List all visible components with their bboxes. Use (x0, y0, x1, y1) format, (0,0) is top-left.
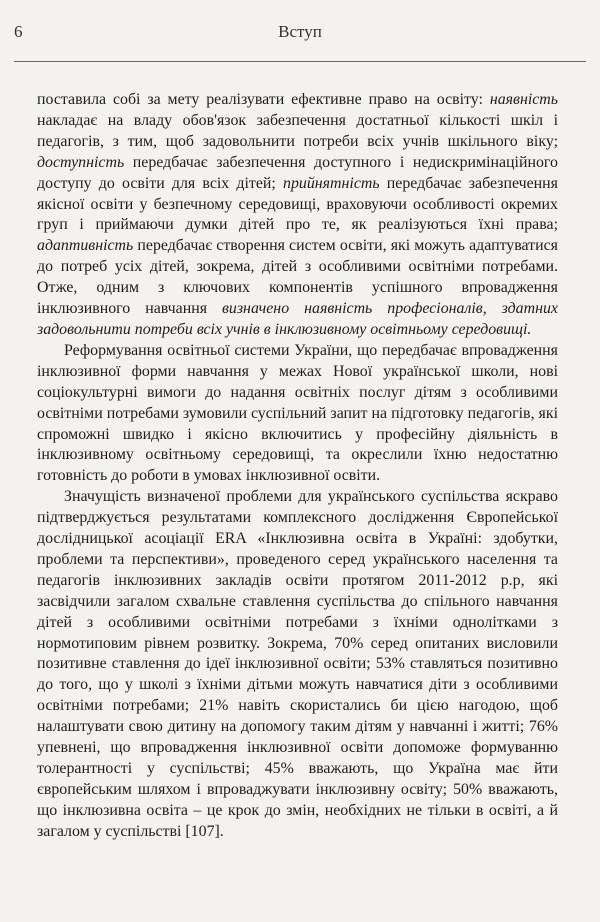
text-segment: накладає на владу обов'язок забезпечення достатньої кількості шкіл і педагогів, з тим, щоб задовольнити потреби всіх учнів шкільного віку; (37, 111, 558, 150)
text-segment: поставила собі за мету реалізувати ефективне право на освіту: (37, 91, 490, 108)
running-head (14, 22, 586, 46)
paragraph (37, 341, 558, 487)
italic-text-segment: адаптивність (37, 237, 134, 255)
body-text (37, 90, 558, 843)
italic-text-segment: визначено наявність професіоналів, здатних задовольнити потреби всіх учнів в інклюзивному освітньому середовищі. (37, 300, 558, 338)
text-segment: передбачає створення систем освіти, які можуть адаптуватися до потреб усіх дітей, зокрема, дітей з особливими освітніми потребами. Отже, одним з ключових компонентів успішного впровадження інклюзивного навчання (37, 237, 558, 318)
text-segment: Значущість визначеної проблеми для українського суспільства яскраво підтверджується результатами комплексного дослідження Європейської дослідницької асоціації ERA «Інклюзивна освіта в Україні: здобутки, проблеми та перспективи», проведеного серед українського населення та педагогів інклюзивних закладів освіти протягом 2011-2012 р.р, які засвідчили загалом схвальне ставлення суспільства до спільного навчання дітей з особливими освітніми потребами з їхніми однолітками з нормотиповим рівнем розвитку. Зокрема, 70% серед опитаних висловили позитивне ставлення до ідеї інклюзивної освіти; 53% ставляться позитивно до того, що у школі з їхніми дітьми можуть навчатися діти з особливими освітніми потребами; 21% навіть скористались би цією нагодою, щоб налаштувати свою дитину на допомогу таким дітям у навчанні і житті; 76% упевнені, що впровадження інклюзивної освіти допоможе формуванню толерантності у суспільстві; 45% вважають, що Україна має йти європейським шляхом і впроваджувати інклюзивну освіту; 50% вважають, що інклюзивна освіта – це крок до змін, необхідних не тільки в освіті, а й загалом у суспільстві [107]. (37, 488, 558, 840)
section-title: Вступ (278, 22, 322, 41)
italic-text-segment: доступність (37, 153, 125, 171)
paragraph (37, 487, 558, 842)
text-segment: передбачає забезпечення доступного і недискримінаційного доступу до освіти для всіх дітей; (37, 153, 558, 192)
text-segment: передбачає забезпечення якісної освіти у безпечному середовищі, враховуючи особливості окремих груп і приймаючи думки дітей про те, як реалізуються їхні права; (37, 174, 558, 234)
header-rule (14, 61, 586, 62)
paragraph (37, 90, 558, 341)
italic-text-segment: наявність (489, 91, 558, 108)
page-number: 6 (14, 22, 23, 41)
italic-text-segment: прийнятність (283, 174, 380, 192)
text-segment: Реформування освітньої системи України, що передбачає впровадження інклюзивної форми навчання у межах Нової української школи, нові соціокультурні вимоги до надання освітніх послуг дітям з особливими освітніми потребами зумовили суспільний запит на підготовку педагогів, які спроможні швидко і якісно включитись у професійну діяльність в інклюзивному освітньому середовищі, та окреслили їхню недостатню готовність до роботи в умовах інклюзивної освіти. (37, 341, 558, 485)
